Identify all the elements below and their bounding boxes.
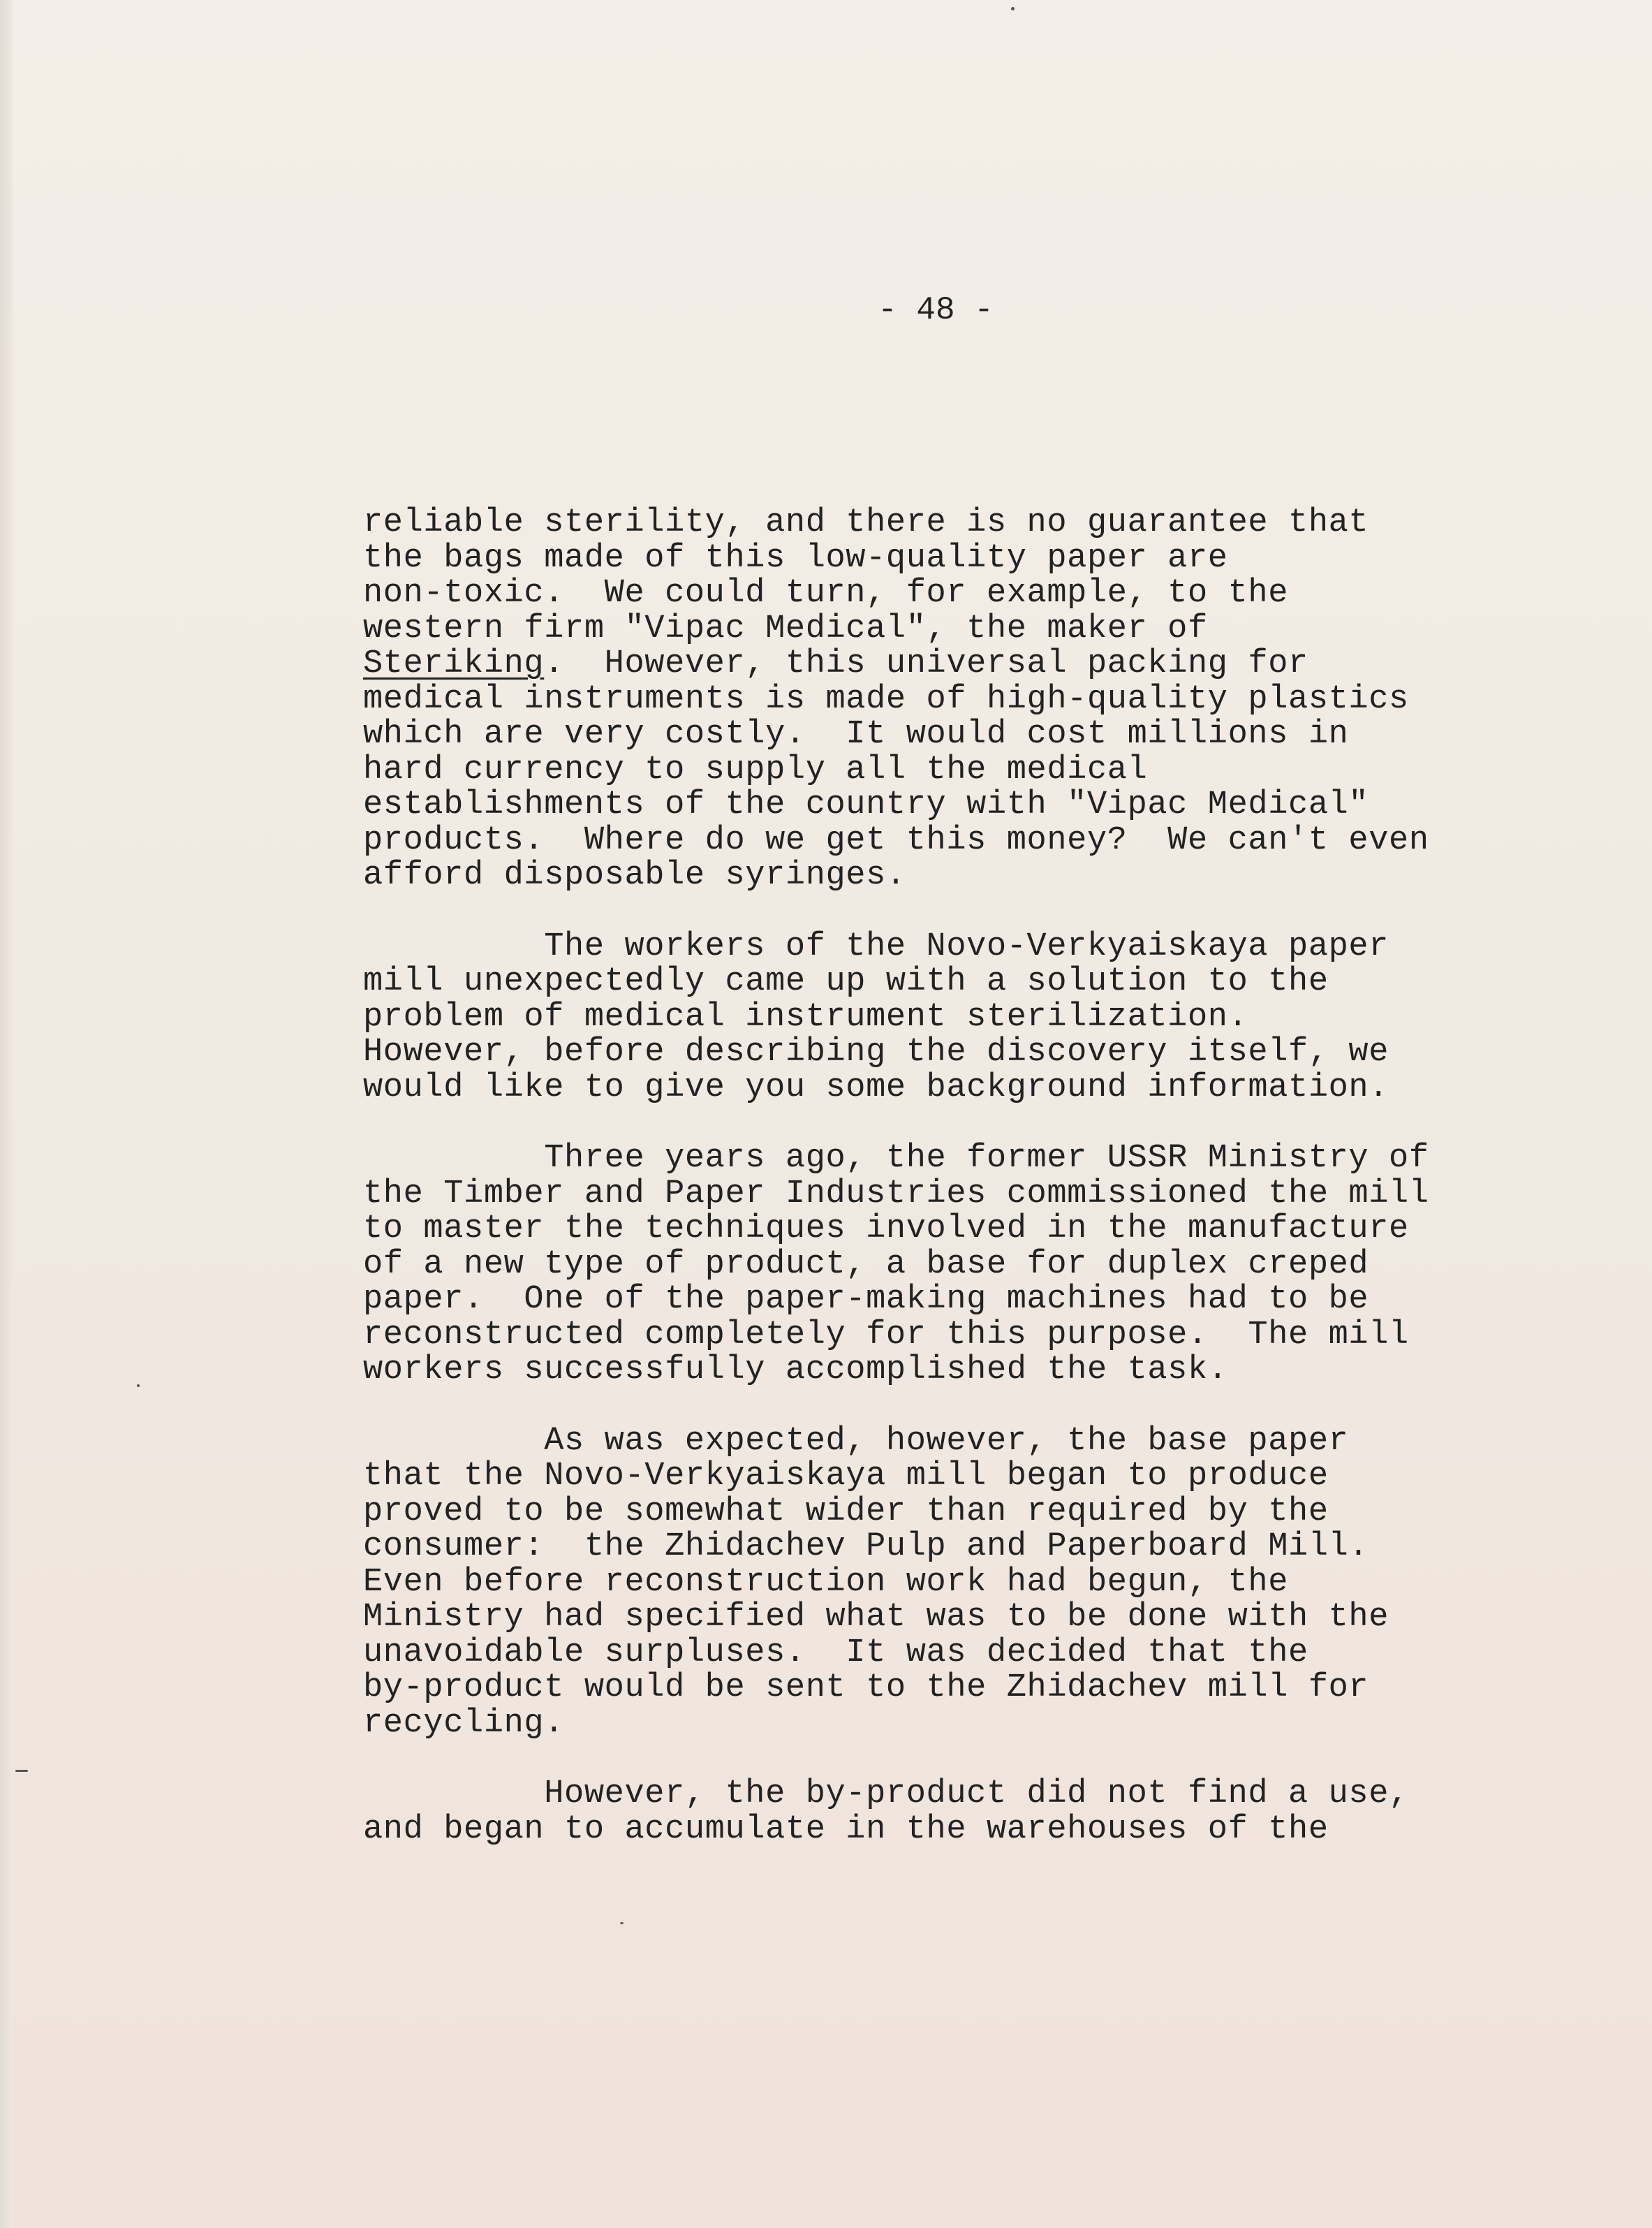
paper-speck bbox=[137, 1384, 140, 1387]
page-number: - 48 - bbox=[878, 292, 994, 328]
text-line: products. Where do we get this money? We can't even bbox=[363, 821, 1429, 859]
text-line: However, before describing the discovery itself, we bbox=[363, 1034, 1389, 1071]
paragraph bbox=[363, 506, 1508, 894]
text-line bbox=[363, 647, 1508, 682]
text-line: of a new type of product, a base for duplex creped bbox=[363, 1245, 1369, 1283]
text-line: that the Novo-Verkyaiskaya mill began to produce bbox=[363, 1458, 1329, 1495]
text-line: the bags made of this low-quality paper are bbox=[363, 539, 1228, 577]
text-line: consumer: the Zhidachev Pulp and Paperboard Mill. bbox=[363, 1528, 1369, 1565]
text-line: the Timber and Paper Industries commissioned the mill bbox=[363, 1175, 1429, 1212]
text-line: recycling. bbox=[363, 1704, 565, 1742]
paper-speck bbox=[15, 1770, 28, 1772]
text-line: problem of medical instrument sterilization. bbox=[363, 998, 1248, 1036]
paragraph bbox=[363, 1424, 1508, 1742]
text-line: mill unexpectedly came up with a solution to the bbox=[363, 963, 1329, 1000]
paragraph bbox=[363, 1777, 1508, 1847]
paper-speck bbox=[1011, 7, 1015, 10]
text-line: However, the by-product did not find a use, bbox=[363, 1775, 1409, 1812]
text-line: which are very costly. It would cost millions in bbox=[363, 716, 1349, 753]
text-line: would like to give you some background information. bbox=[363, 1069, 1389, 1106]
text-line: establishments of the country with "Vipac Medical" bbox=[363, 786, 1369, 823]
text-line: to master the techniques involved in the manufacture bbox=[363, 1210, 1409, 1247]
underlined-term: Steriking bbox=[363, 645, 545, 682]
text-line: reconstructed completely for this purpose. The mill bbox=[363, 1316, 1409, 1354]
text-line: medical instruments is made of high-quality plastics bbox=[363, 680, 1409, 718]
text-line: western firm "Vipac Medical", the maker of bbox=[363, 610, 1208, 647]
text-line: and began to accumulate in the warehouses of the bbox=[363, 1810, 1329, 1848]
text-line: Three years ago, the former USSR Ministry of bbox=[363, 1140, 1429, 1177]
paragraph bbox=[363, 930, 1508, 1106]
text-line: reliable sterility, and there is no guarantee that bbox=[363, 504, 1369, 541]
text-segment: . However, this universal packing for bbox=[544, 645, 1308, 682]
text-line: paper. One of the paper-making machines had to be bbox=[363, 1281, 1369, 1318]
text-line: Ministry had specified what was to be done with the bbox=[363, 1599, 1389, 1636]
page-edge-shadow bbox=[0, 0, 13, 2228]
text-line: workers successfully accomplished the task. bbox=[363, 1351, 1228, 1388]
text-line: hard currency to supply all the medical bbox=[363, 751, 1148, 789]
text-line: As was expected, however, the base paper bbox=[363, 1422, 1349, 1460]
body-text bbox=[363, 506, 1508, 1883]
text-line: afford disposable syringes. bbox=[363, 857, 906, 894]
text-line: unavoidable surpluses. It was decided that the bbox=[363, 1634, 1308, 1671]
text-line: The workers of the Novo-Verkyaiskaya paper bbox=[363, 928, 1389, 965]
text-line: non-toxic. We could turn, for example, to the bbox=[363, 575, 1289, 612]
text-line: by-product would be sent to the Zhidachev mill for bbox=[363, 1669, 1369, 1706]
text-line: Even before reconstruction work had begun, the bbox=[363, 1563, 1289, 1601]
text-line: proved to be somewhat wider than required by the bbox=[363, 1493, 1329, 1530]
paper-speck bbox=[620, 1922, 624, 1924]
paragraph bbox=[363, 1141, 1508, 1388]
